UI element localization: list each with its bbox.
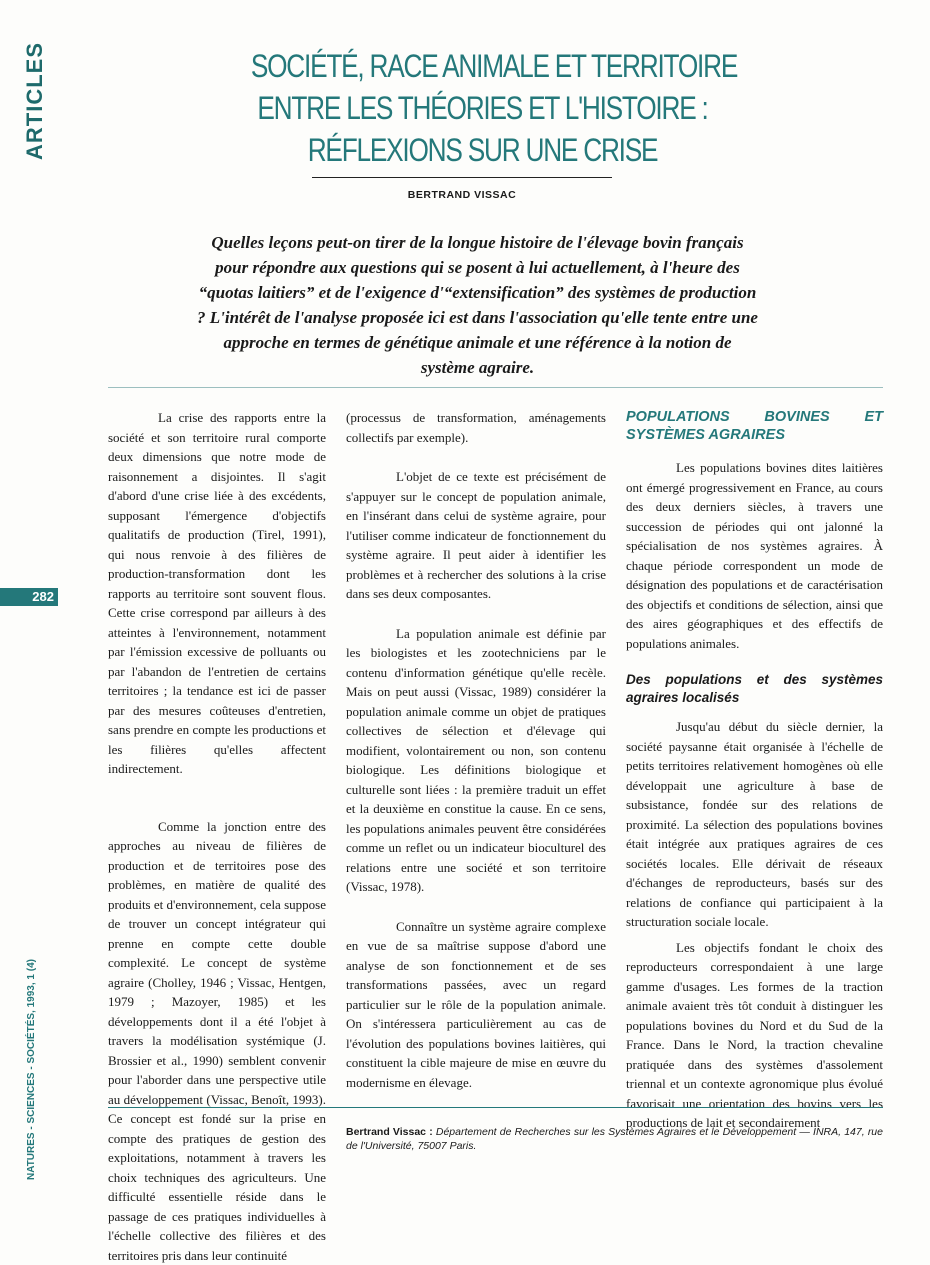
header-divider xyxy=(108,387,883,388)
title-line: SOCIÉTÉ, RACE ANIMALE ET TERRITOIRE xyxy=(251,45,714,87)
column-3 xyxy=(626,408,883,1133)
column-1 xyxy=(108,408,326,1265)
paragraph: Connaître un système agraire complexe en vue de sa maîtrise suppose d'abord une analyse de son fonctionnement et de ses transformations passées, avec un regard particulier sur le rôle de la population animale. On s'intéressera particulièrement au cas de l'évolution des populations bovines laitières, qui constituent la cible majeure de mise en œuvre du modernisme en élevage. xyxy=(346,917,606,1093)
paragraph: Les populations bovines dites laitières ont émergé progressivement en France, au cours des deux derniers siècles, à travers une succession de périodes qui ont jalonné la spécialisation de nos systèmes agraires. À chaque période correspondent un mode de désignation des populations et de caractérisation des objectifs et conditions de sélection, ainsi que des aires géographiques et des effectifs de populations animales. xyxy=(626,458,883,653)
paragraph: Jusqu'au début du siècle dernier, la société paysanne était organisée à l'échelle de petits territoires relativement homogènes où elle développait une agriculture à base de subsistance, fondée sur des relations de proximité. La sélection des populations bovines était intégrée aux pratiques agraires de ces sociétés locales. Elle dérivait de réseaux d'échanges de reproducteurs, basés sur des relations de confiance qui participaient à la structuration sociale locale. xyxy=(626,717,883,932)
paragraph: L'objet de ce texte est précisément de s'appuyer sur le concept de population animale, en l'insérant dans celui de système agraire, pour l'utiliser comme indicateur de fonctionnement du système agraire. Il peut aider à identifier les problèmes et à rechercher des solutions à la crise dans ses deux composantes. xyxy=(346,467,606,604)
article-title xyxy=(251,45,714,171)
paragraph: La crise des rapports entre la société et son territoire rural comporte deux dimensions que notre mode de raisonnement a disjointes. Il s'agit d'abord d'une crise liée à des excédents, supposant l'émergence d'objectifs qualitatifs de production (Tirel, 1991), qui nous renvoie à des filières de production-transformation dont les rapports au territoire sont souvent flous. Cette crise correspond par ailleurs à des atteintes à l'environnement, notamment par l'émission excessive de polluants ou par l'abandon de l'entretien de certains territoires ; la tendance est ici de passer par des mesures coûteuses d'entretien, sans prendre en compte les productions et les filières qu'elles affectent indirectement. xyxy=(108,408,326,779)
author-name: BERTRAND VISSAC xyxy=(312,189,612,201)
footer-divider xyxy=(108,1107,883,1108)
section-label: ARTICLES xyxy=(22,40,52,160)
abstract: Quelles leçons peut-on tirer de la longue histoire de l'élevage bovin français pour répondre aux questions qui se posent à lui actuellement, à l'heure des “quotas laitiers” et de l'exigence d'“extensification” des systèmes de production ? L'intérêt de l'analyse proposée ici est dans l'association qu'elle tente entre une approche en termes de génétique animale et une référence à la notion de système agraire. xyxy=(195,230,760,380)
title-line: ENTRE LES THÉORIES ET L'HISTOIRE : xyxy=(251,87,714,129)
paragraph: Comme la jonction entre des approches au niveau de filières de production et de territoires pose des problèmes, en matière de qualité des produits et d'environnement, cela suppose de trouver un concept intégrateur qui prenne en compte cette double complexité. Le concept de système agraire (Cholley, 1946 ; Vissac, Hentgen, 1979 ; Mazoyer, 1985) et les développements dont il a été l'objet à travers la modélisation systémique (J. Brossier et al., 1990) semblent convenir pour l'aborder dans une perspective utile au développement (Vissac, Benoît, 1993). Ce concept est fondé sur la prise en compte des pratiques de gestion des exploitations, notamment à travers les choix techniques des agriculteurs. Une difficulté essentielle réside dans le passage de ces pratiques individuelles à l'échelle collective des filières et des territoires pris dans leur continuité xyxy=(108,817,326,1265)
title-divider xyxy=(312,177,612,178)
page-number: 282 xyxy=(0,588,58,606)
paragraph: Les objectifs fondant le choix des reproducteurs correspondaient à une large gamme d'usages. Les formes de la traction animale avaient très tôt conduit à distinguer les populations bovines du Nord et du Sud de la France. Dans le Nord, la traction chevaline pratiquée dans des systèmes d'assolement triennal et un contexte agronomique plus évolué favorisait une orientation des bovins vers les productions de lait et secondairement xyxy=(626,938,883,1133)
subsection-heading: Des populations et des systèmes agraires localisés xyxy=(626,671,883,707)
title-line: RÉFLEXIONS SUR UNE CRISE xyxy=(251,129,714,171)
paragraph: La population animale est définie par les biologistes et les zootechniciens par le contenu d'information génétique qu'elle recèle. Mais on peut aussi (Vissac, 1989) considérer la population animale comme un objet de pratiques collectives de sélection et d'élevage qui modifient, volontairement ou non, son contenu biologique. Les définitions biologique et culturelle sont liées : la première traduit un effet et la deuxième en constitue la cause. En ce sens, les populations animales peuvent être considérées comme un reflet ou un indicateur bioculturel des relations entre une société et son territoire (Vissac, 1978). xyxy=(346,624,606,897)
footnote-text: Département de Recherches sur les Systèmes Agraires et le Développement — INRA, 147, rue de l'Université, 75007 Paris. xyxy=(346,1126,883,1152)
author-affiliation xyxy=(346,1125,883,1153)
footnote-author: Bertrand Vissac : xyxy=(346,1126,433,1138)
paragraph: (processus de transformation, aménagements collectifs par exemple). xyxy=(346,408,606,447)
section-heading: POPULATIONS BOVINES ET SYSTÈMES AGRAIRES xyxy=(626,408,883,444)
journal-reference: NATURES - SCIENCES - SOCIÉTÉS, 1993, 1 (4) xyxy=(26,870,42,1180)
column-2 xyxy=(346,408,606,1092)
